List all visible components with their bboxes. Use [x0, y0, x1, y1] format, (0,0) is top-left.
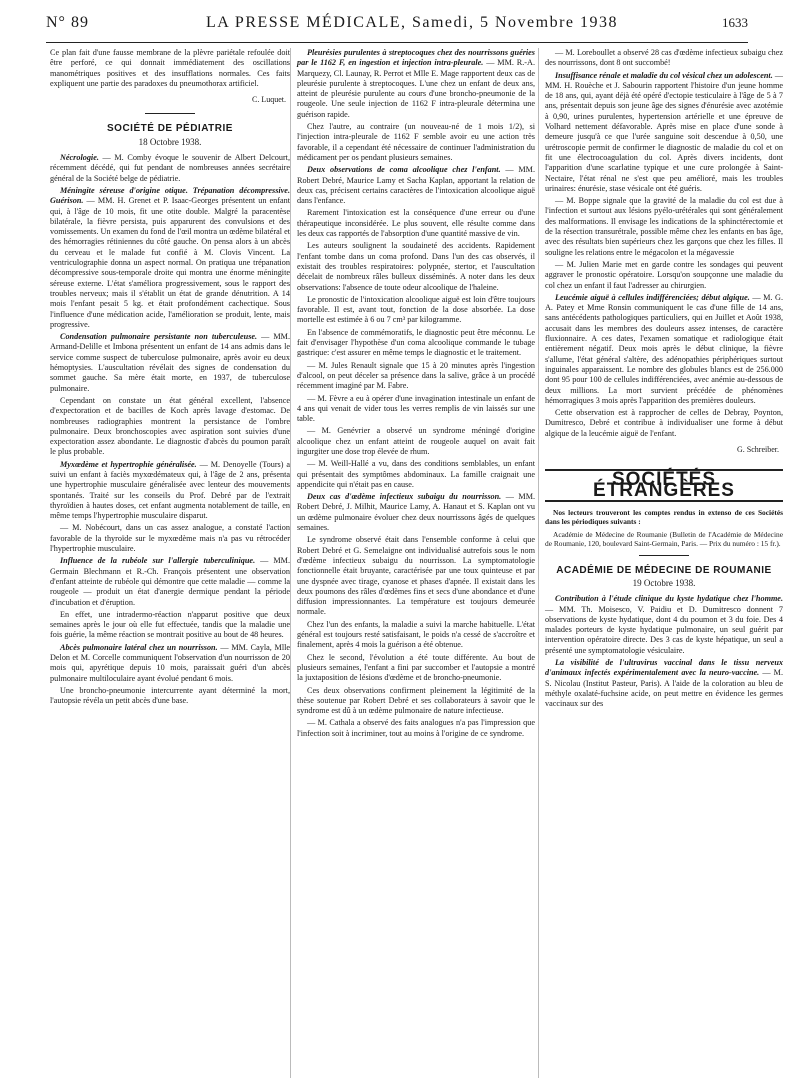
- article-paragraph: Chez l'un des enfants, la maladie a suivi la marche habituelle. L'état général est toujours resté satisfaisant, le poids n'a cessé de s'accroître et finalement, après 4 mois la guérison a été obtenue.: [297, 619, 535, 650]
- journal-title: LA PRESSE MÉDICALE, Samedi, 5 Novembre 1938: [205, 14, 619, 31]
- article-paragraph: Cependant on constate un état général excellent, l'absence d'expectoration et de bacilles de Koch après lavage d'estomac. De nombreuses radiographies montrent la persistance de l'ombre pulmonaire. Deux bronchoscopies avec aspiration sont suivies d'une expectoration assez abondante. Le diagnostic d'abcès du poumon paraît le plus probable.: [50, 395, 290, 457]
- article-paragraph: Chez l'autre, au contraire (un nouveau-né de 1 mois 1/2), si l'injection intra-pleurale de 1162 F semble avoir eu une action très favorable, il a cependant été nécessaire de continuer l'administration du médicament per os pendant plusieurs semaines.: [297, 122, 535, 162]
- article-paragraph: Pleurésies purulentes à streptocoques chez des nourrissons guéries par le 1162 F, en ingestion et injection intra-pleurale. — MM. R.-A. Marquezy, Cl. Launay, R. Perrot et Mlle E. Mage rapportent deux cas de pleurésie purulente à streptocoques. L'une chez un enfant de deux ans, atteint de pleurésie purulente au cours d'une broncho-pneumonie de la rougeole. Une seule injection de 1162 F intra-pleurale détermina une guérison rapide.: [297, 48, 535, 119]
- page-number: 1633: [722, 15, 748, 30]
- article-title: Pleurésies purulentes à streptocoques chez des nourrissons guéries par le 1162 F, en ingestion et injection intra-pleurale.: [297, 48, 535, 68]
- article-paragraph: Rarement l'intoxication est la conséquence d'une erreur ou d'une thérapeutique inconsidérée. Le plus souvent, elle résulte comme dans les deux cas rapportés de l'absorption d'une quantité massive de vin.: [297, 208, 535, 239]
- article-paragraph: Chez le second, l'évolution a été toute différente. Au bout de plusieurs semaines, l'enfant a fini par succomber et l'autopsie a montré la juxtaposition de lésions d'œdème et de broncho-pneumonie.: [297, 652, 535, 683]
- article-title: Influence de la rubéole sur l'allergie tuberculinique.: [60, 556, 256, 566]
- author-signature: G. Schreiber.: [737, 444, 779, 454]
- column-2: [290, 48, 535, 1078]
- article-paragraph: — M. Boppe signale que la gravité de la maladie du col est due à l'infection et surtout aux lésions pyélo-urétérales qui sont généralement des malformations. Il envisage les indications de la sphinctérectomie et de la résection transurétrale, possible même chez les enfants en bas âge, avec des résultats bien supérieurs chez les garçons que chez les filles. Il souligne les relations entre le mégacolon et la mégavessie: [545, 196, 783, 257]
- intro-paragraph: Ce plan fait d'une fausse membrane de la plèvre pariétale refoulée doit être perforé, ce qui donnait immédiatement des oscillations manométriques positives et des insufflations normales. Ces faits expliquent une partie des paradoxes du pneumothorax artificiel.: [50, 48, 290, 88]
- author-signature: C. Luquet.: [252, 95, 286, 105]
- issue-number: N° 89: [46, 14, 89, 31]
- article-title: Leucémie aiguë à cellules indifférenciées; début algique.: [555, 292, 750, 302]
- article-paragraph: Le pronostic de l'intoxication alcoolique aiguë est loin d'être toujours favorable. Il est, avant tout, fonction de la dose absorbée. La dose mortelle est estimée à 6 ou 7 cm³ par kilogramme.: [297, 294, 535, 325]
- page-header: [46, 14, 748, 43]
- section-title: SOCIÉTÉ DE PÉDIATRIE: [107, 123, 233, 135]
- article-paragraph: Myxœdème et hypertrophie généralisée. — M. Denoyelle (Tours) a suivi un enfant à faciès myxœdémateux qui, à l'âge de 2 ans, présenta une hypertrophie musculaire généralisée avec lenteur des mouvements spontanés. Traité sur les conseils du Prof. Debré par de l'extrait thyroïdien à hautes doses, cet enfant augmenta notablement de taille, en même temps l'hypertrophie musculaire disparut.: [50, 459, 290, 521]
- article-paragraph: — M. Genévrier a observé un syndrome méningé d'origine alcoolique chez un enfant atteint de rougeole auquel on avait fait ingurgiter une dose trop élevée de rhum.: [297, 426, 535, 456]
- article-title: Deux cas d'œdème infectieux subaigu du nourrisson.: [307, 492, 502, 502]
- article-paragraph: Influence de la rubéole sur l'allergie tuberculinique. — MM. Germain Blechmann et R.-Ch. François présentent une observation d'enfant atteinte de rubéole qui démontre que cette maladie — comme la rougeole — produit un état d'anergie dermique pendant la période d'incubation et d'éruption.: [50, 556, 290, 607]
- article-paragraph: Abcès pulmonaire latéral chez un nourrisson. — MM. Cayla, Mlle Delon et M. Corcelle communiquent l'observation d'un nourrisson de 20 mois qui, apyrétique depuis 10 mois, paraissait guéri d'un abcès pulmonaire multiloculaire ayant évolué pendant 6 mois.: [50, 642, 290, 683]
- article-title: Deux observations de coma alcoolique chez l'enfant.: [307, 165, 501, 175]
- article-title: Nécrologie.: [60, 153, 99, 163]
- article-paragraph: La visibilité de l'ultravirus vaccinal dans le tissu nerveux d'animaux infectés expérimentalement avec la neuro-vaccine. — M. S. Nicolau (Institut Pasteur, Paris). A l'aide de la coloration au bleu de méthyle oxalaté-fuchsine acide, on peut mettre en évidence les germes vaccinaux sur des: [545, 658, 783, 709]
- article-paragraph: Nécrologie. — M. Comby évoque le souvenir de Albert Delcourt, récemment décédé, qui fut pendant de nombreuses années secrétaire général de la Société belge de pédiatrie.: [50, 153, 290, 183]
- article-paragraph: Méningite séreuse d'origine otique. Trépanation décompressive. Guérison. — MM. H. Grenet et P. Isaac-Georges présentent un enfant qui, à l'âge de 10 mois, fit une otite double. Malgré la paracentèse bilatérale, la fièvre persista, puis apparurent des convulsions et des vomissements. Un examen du fond de l'œil montra un œdème bilatéral et des hémorragies rétiniennes du côté gauche. On pensa alors à un abcès du cerveau et le malade fut confié à M. Clovis Vincent. La ventriculographie donna un aspect normal. On pratiqua une trépanation décompressive sous-temporale droite qui montra une énorme méningite séreuse externe. L'état s'améliora progressivement, sous le rapport des troubles nerveux; mais il s'établit un état de grande dénutrition. A 14 mois l'enfant pesait 5 kg. et était profondément cachectique. Sous l'influence d'une médication acide, l'amélioration se produit, lente, mais progressive.: [50, 185, 290, 329]
- column-1: [50, 48, 290, 1078]
- notice-text: Nos lecteurs trouveront les comptes rendus in extenso de ces Sociétés dans les périodiques suivants :: [545, 507, 783, 527]
- article-title: Myxœdème et hypertrophie généralisée.: [60, 459, 197, 469]
- article-paragraph: — M. Cathala a observé des faits analogues n'a pas l'impression que l'infection soit à incriminer, tout au moins à l'origine de ce syndrome.: [297, 718, 535, 738]
- article-paragraph: En effet, une intradermo-réaction n'apparut positive que deux semaines après le jour où elle fut effectuée, tandis que la maladie une fois guérie, la même réaction se montrait positive au bout de 48 heures.: [50, 609, 290, 640]
- article-paragraph: — M. Nobécourt, dans un cas assez analogue, a constaté l'action favorable de la thyroïde sur le myxœdème mais n'a pas vu rétrocéder l'hypertrophie musculaire.: [50, 523, 290, 554]
- article-paragraph: — M. Fèvre a eu à opérer d'une invagination intestinale un enfant de 4 ans qui venait de vider tous les verres remplis de vin laissés sur une table.: [297, 393, 535, 424]
- article-paragraph: — M. Loreboullet a observé 28 cas d'œdème infectieux subaigu chez des nourrissons, dont 8 ont succombé!: [545, 48, 783, 68]
- article-paragraph: Les auteurs soulignent la soudaineté des accidents. Rapidement l'enfant tombe dans un coma profond. Dans l'un des cas observés, il existait des troubles respiratoires: polypnée, stertor, et l'auscultation décelait de nombreux râles bulleux disséminés. A noter dans les deux observations: l'absence de toute odeur alcoolique de l'haleine.: [297, 241, 535, 292]
- article-paragraph: Insuffisance rénale et maladie du col vésical chez un adolescent. — MM. H. Rouèche et J. Sabourin rapportent l'histoire d'un jeune homme de 18 ans, qui, ayant déjà été opéré d'ectopie testiculaire à l'âge de 5 à 7 ans, présentait depuis son jeune âge des signes d'énurésie avec azotémie à 0,90, urines purulentes, hypertension artérielle et une épreuve de Volhard nettement défavorable. Après mise en place d'une sonde à demeure jusqu'à ce que l'urée sanguine soit descendue à 0,50, une urétroscopie permit de confirmer le diagnostic de maladie du col et on fit une électrocoagulation du col. Après divers incidents, dont l'apparition d'une scarlatine typique et une cure prolongée à Saint-Nectaire, l'état rénal ne s'est que peu amélioré, mais les troubles urinaires: énurésie, stase vésicale ont été guéris.: [545, 70, 783, 193]
- article-paragraph: Leucémie aiguë à cellules indifférenciées; début algique. — M. G. A. Patey et Mme Ronsin communiquent le cas d'une fille de 14 ans, sans antécédents pathologiques particuliers, qui en Juillet et Août 1938, accusait dans les membres des douleurs assez intenses, de caractère fluxionnaire. A ces dates, l'examen somatique et radiologique était entièrement négatif. Deux mois après le début clinique, la fièvre s'allume, l'état général s'altère, des adénopathies périphériques surtout inguinales apparaissent. Le nombre des globules blancs est de 256.000 dont 95 pour 100 de cellules indifférenciées, avec anémie au-dessous de deux millions. La mort survient précédée de phénomènes hémorragiques 3 mois après l'apparition des premières douleurs.: [545, 292, 783, 405]
- article-paragraph: Condensation pulmonaire persistante non tuberculeuse. — MM. Armand-Delille et Imbona présentent un enfant de 14 ans admis dans le service comme suspect de tuberculose pulmonaire, après avoir eu deux hémoptysies. L'auscultation révélait des signes de condensation du sommet gauche. Sa mère était morte, en 1937, de tuberculose pulmonaire.: [50, 332, 290, 393]
- article-paragraph: Cette observation est à rapprocher de celles de Debray, Poynton, Dumitresco, Debré et contribue à individualiser une forme à début algique de la leucémie aiguë de l'enfant.: [545, 408, 783, 438]
- article-title: Méningite séreuse d'origine otique. Trépanation décompressive. Guérison.: [50, 185, 290, 206]
- article-paragraph: — M. Jules Renault signale que 15 à 20 minutes après l'ingestion d'alcool, on peut déceler sa présence dans la salive, grâce à un procédé récemment imaginé par M. Fabre.: [297, 360, 535, 391]
- article-title: Contribution à l'étude clinique du kyste hydatique chez l'homme.: [555, 594, 783, 604]
- section-date: 19 Octobre 1938.: [632, 577, 696, 588]
- article-paragraph: — M. Julien Marie met en garde contre les sondages qui peuvent aggraver le pronostic opératoire. Lorsqu'on soupçonne une maladie du col chez un enfant il faut l'adresser au chirurgien.: [545, 259, 783, 290]
- article-title: Condensation pulmonaire persistante non tuberculeuse.: [60, 332, 258, 342]
- article-paragraph: Une broncho-pneumonie intercurrente ayant déterminé la mort, l'autopsie révéla un petit abcès d'une base.: [50, 685, 290, 706]
- divider: [639, 555, 689, 556]
- column-3: [538, 48, 783, 1078]
- article-title: Insuffisance rénale et maladie du col vésical chez un adolescent.: [555, 70, 773, 80]
- section-date: 18 Octobre 1938.: [138, 136, 202, 147]
- notice-detail: Académie de Médecine de Roumanie (Bulletin de l'Académie de Médecine de Roumanie, 120, boulevard Saint-Germain, Paris. — Prix du numéro : 15 fr.).: [545, 530, 783, 549]
- article-paragraph: Contribution à l'étude clinique du kyste hydatique chez l'homme. — MM. Th. Moisesco, V. Paidiu et D. Dumitresco donnent 7 observations de kyste hydatique, dont 4 du poumon et 3 du foie. Des 4 malades porteurs de kyste hydatique pulmonaire, un seul guérit par intervention opératoire directe. Des 3 cas de kyste hépatique, un seul a présenté une symptomatologie vésiculaire.: [545, 594, 783, 655]
- section-title: ACADÉMIE DE MÉDECINE DE ROUMANIE: [556, 564, 772, 576]
- article-paragraph: Deux cas d'œdème infectieux subaigu du nourrisson. — MM. Robert Debré, J. Milhit, Maurice Lamy, A. Hanaut et S. Kaplan ont vu un œdème pulmonaire évoluer chez deux nourrissons âgés de quelques semaines.: [297, 492, 535, 533]
- article-title: La visibilité de l'ultravirus vaccinal dans le tissu nerveux d'animaux infectés expérimentalement avec la neuro-vaccine.: [545, 658, 783, 678]
- divider: [145, 113, 195, 114]
- article-paragraph: — M. Weill-Hallé a vu, dans des conditions semblables, un enfant qui présentait des symptômes abdominaux. La famille craignait une appendicite qui n'était pas en cause.: [297, 459, 535, 489]
- major-section-title: SOCIÉTÉS ÉTRANGÈRES: [545, 469, 783, 502]
- article-title: Abcès pulmonaire latéral chez un nourrisson.: [60, 642, 218, 652]
- article-paragraph: Deux observations de coma alcoolique chez l'enfant. — MM. Robert Debré, Maurice Lamy et Sacha Kaplan, apportant la relation de deux cas, précisent certains caractères de l'intoxication alcoolique aiguë dans l'enfance.: [297, 165, 535, 206]
- article-paragraph: Le syndrome observé était dans l'ensemble conforme à celui que Robert Debré et G. Semelaigne ont individualisé autrefois sous le nom d'œdème infectieux subaigu du nourrisson. La symptomatologie fonctionnelle était bruyante, caractérisée par une toux quinteuse et par une dyspnée avec tirage, cyanose et phases d'apnée. Il existait dans les deux poumons des râles d'œdèmes fins et secs d'une abondance et d'une diffusion impressionnantes. La température est toujours demeurée normale.: [297, 535, 535, 617]
- article-paragraph: Ces deux observations confirment pleinement la légitimité de la thèse soutenue par Robert Debré et ses collaborateurs à savoir que le syndrome est dû à un œdème pulmonaire de nature infectieuse.: [297, 685, 535, 716]
- article-paragraph: En l'absence de commémoratifs, le diagnostic peut être méconnu. Le fait d'envisager l'hypothèse d'un coma alcoolique commande le tubage gastrique: c'est assurer en même temps le diagnostic et le traitement.: [297, 327, 535, 358]
